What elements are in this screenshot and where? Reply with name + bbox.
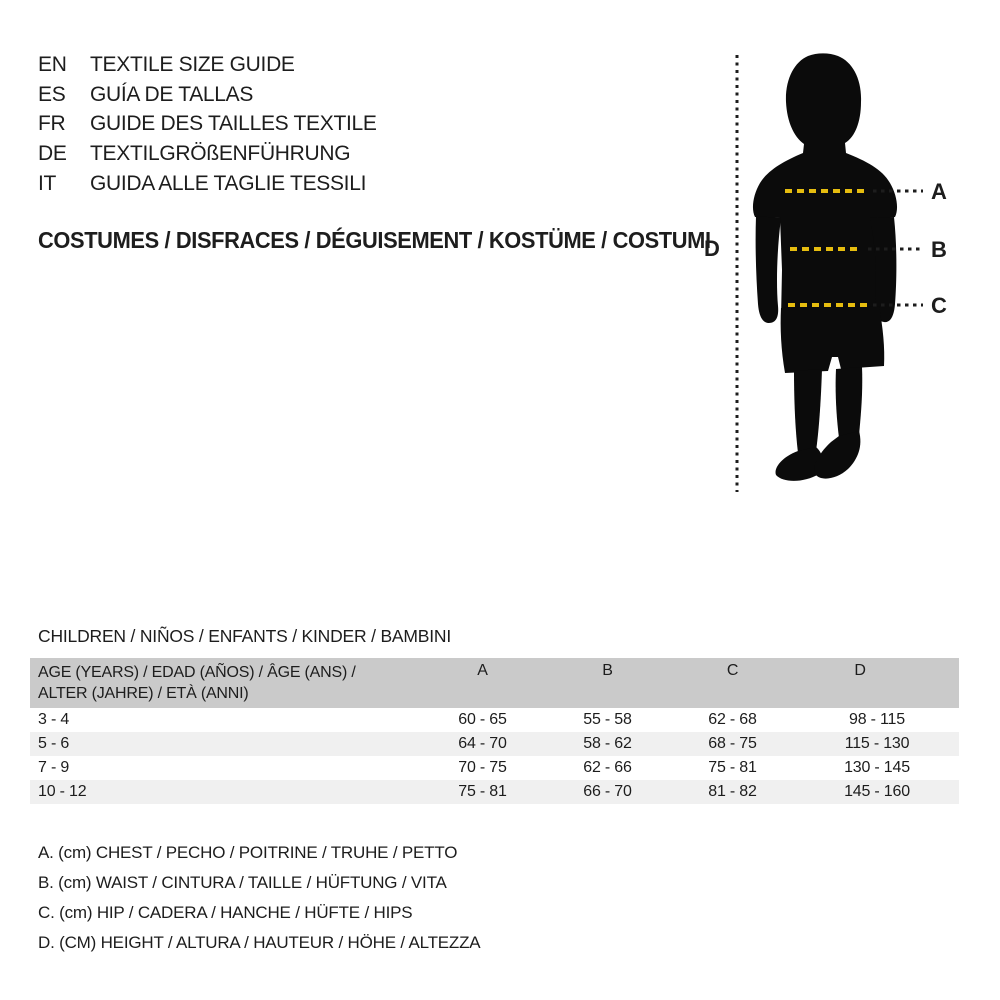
hip-cell: 68 - 75 xyxy=(708,735,757,752)
age-header-line2: ALTER (JAHRE) / ETÀ (ANNI) xyxy=(38,685,249,702)
silhouette-left-leg xyxy=(794,369,822,453)
table-row xyxy=(30,732,959,756)
hip-cell: 75 - 81 xyxy=(708,759,757,776)
language-label: TEXTILE SIZE GUIDE xyxy=(90,53,295,76)
language-label: GUIDE DES TAILLES TEXTILE xyxy=(90,112,377,136)
hip-cell: 62 - 68 xyxy=(708,711,757,728)
chest-cell: 75 - 81 xyxy=(458,783,507,800)
category-title: COSTUMES / DISFRACES / DÉGUISEMENT / KOSTÜME / COSTUMI xyxy=(38,227,711,253)
marker-d-label: D xyxy=(704,236,720,261)
age-column-header xyxy=(30,658,420,708)
language-code: IT xyxy=(38,171,57,195)
section-title: CHILDREN / NIÑOS / ENFANTS / KINDER / BAMBINI xyxy=(38,626,452,646)
language-row-en xyxy=(38,50,377,80)
column-header-b: B xyxy=(545,658,670,708)
silhouette-left-arm xyxy=(756,216,781,323)
language-row-de xyxy=(38,139,377,169)
silhouette-right-shoe xyxy=(814,431,860,479)
marker-b-label: B xyxy=(931,237,947,262)
child-silhouette-figure xyxy=(690,40,970,500)
legend-waist: B. (cm) WAIST / CINTURA / TAILLE / HÜFTUNG / VITA xyxy=(38,873,447,892)
silhouette-right-leg xyxy=(836,367,863,438)
legend-height: D. (CM) HEIGHT / ALTURA / HAUTEUR / HÖHE / ALTEZZA xyxy=(38,933,481,952)
language-list xyxy=(38,50,377,199)
column-header-c: C xyxy=(670,658,795,708)
age-header-line1: AGE (YEARS) / EDAD (AÑOS) / ÂGE (ANS) / xyxy=(38,664,356,681)
chest-cell: 64 - 70 xyxy=(458,735,507,752)
waist-cell: 66 - 70 xyxy=(583,783,632,800)
language-row-fr xyxy=(38,109,377,139)
language-label: GUÍA DE TALLAS xyxy=(90,82,254,106)
waist-cell: 62 - 66 xyxy=(583,759,632,776)
language-code: DE xyxy=(38,142,67,166)
language-code: ES xyxy=(38,82,66,106)
table-header-row xyxy=(30,658,959,708)
height-cell: 130 - 145 xyxy=(844,759,910,776)
hip-cell: 81 - 82 xyxy=(708,783,757,800)
table-row xyxy=(30,708,959,732)
height-cell: 145 - 160 xyxy=(844,783,910,800)
language-label: GUIDA ALLE TAGLIE TESSILI xyxy=(90,171,367,195)
column-header-d: D xyxy=(795,658,959,708)
age-cell: 7 - 9 xyxy=(38,759,70,776)
marker-c-label: C xyxy=(931,293,947,318)
age-cell: 10 - 12 xyxy=(38,783,87,800)
measurement-legend xyxy=(38,838,480,958)
age-cell: 5 - 6 xyxy=(38,735,70,752)
legend-chest: A. (cm) CHEST / PECHO / POITRINE / TRUHE / PETTO xyxy=(38,843,458,862)
column-header-a: A xyxy=(420,658,545,708)
language-code: FR xyxy=(38,112,66,136)
legend-hip: C. (cm) HIP / CADERA / HANCHE / HÜFTE / HIPS xyxy=(38,903,413,922)
table-row xyxy=(30,756,959,780)
chest-cell: 60 - 65 xyxy=(458,711,507,728)
age-cell: 3 - 4 xyxy=(38,711,70,728)
waist-cell: 58 - 62 xyxy=(583,735,632,752)
language-row-it xyxy=(38,169,377,199)
height-cell: 98 - 115 xyxy=(849,711,905,728)
silhouette-shorts xyxy=(781,306,885,373)
chest-cell: 70 - 75 xyxy=(458,759,507,776)
height-cell: 115 - 130 xyxy=(844,735,910,752)
marker-a-label: A xyxy=(931,179,947,204)
table-row xyxy=(30,780,959,804)
language-label: TEXTILGRÖßENFÜHRUNG xyxy=(90,142,351,166)
language-row-es xyxy=(38,80,377,110)
waist-cell: 55 - 58 xyxy=(583,711,632,728)
language-code: EN xyxy=(38,53,67,76)
size-table xyxy=(30,658,959,804)
